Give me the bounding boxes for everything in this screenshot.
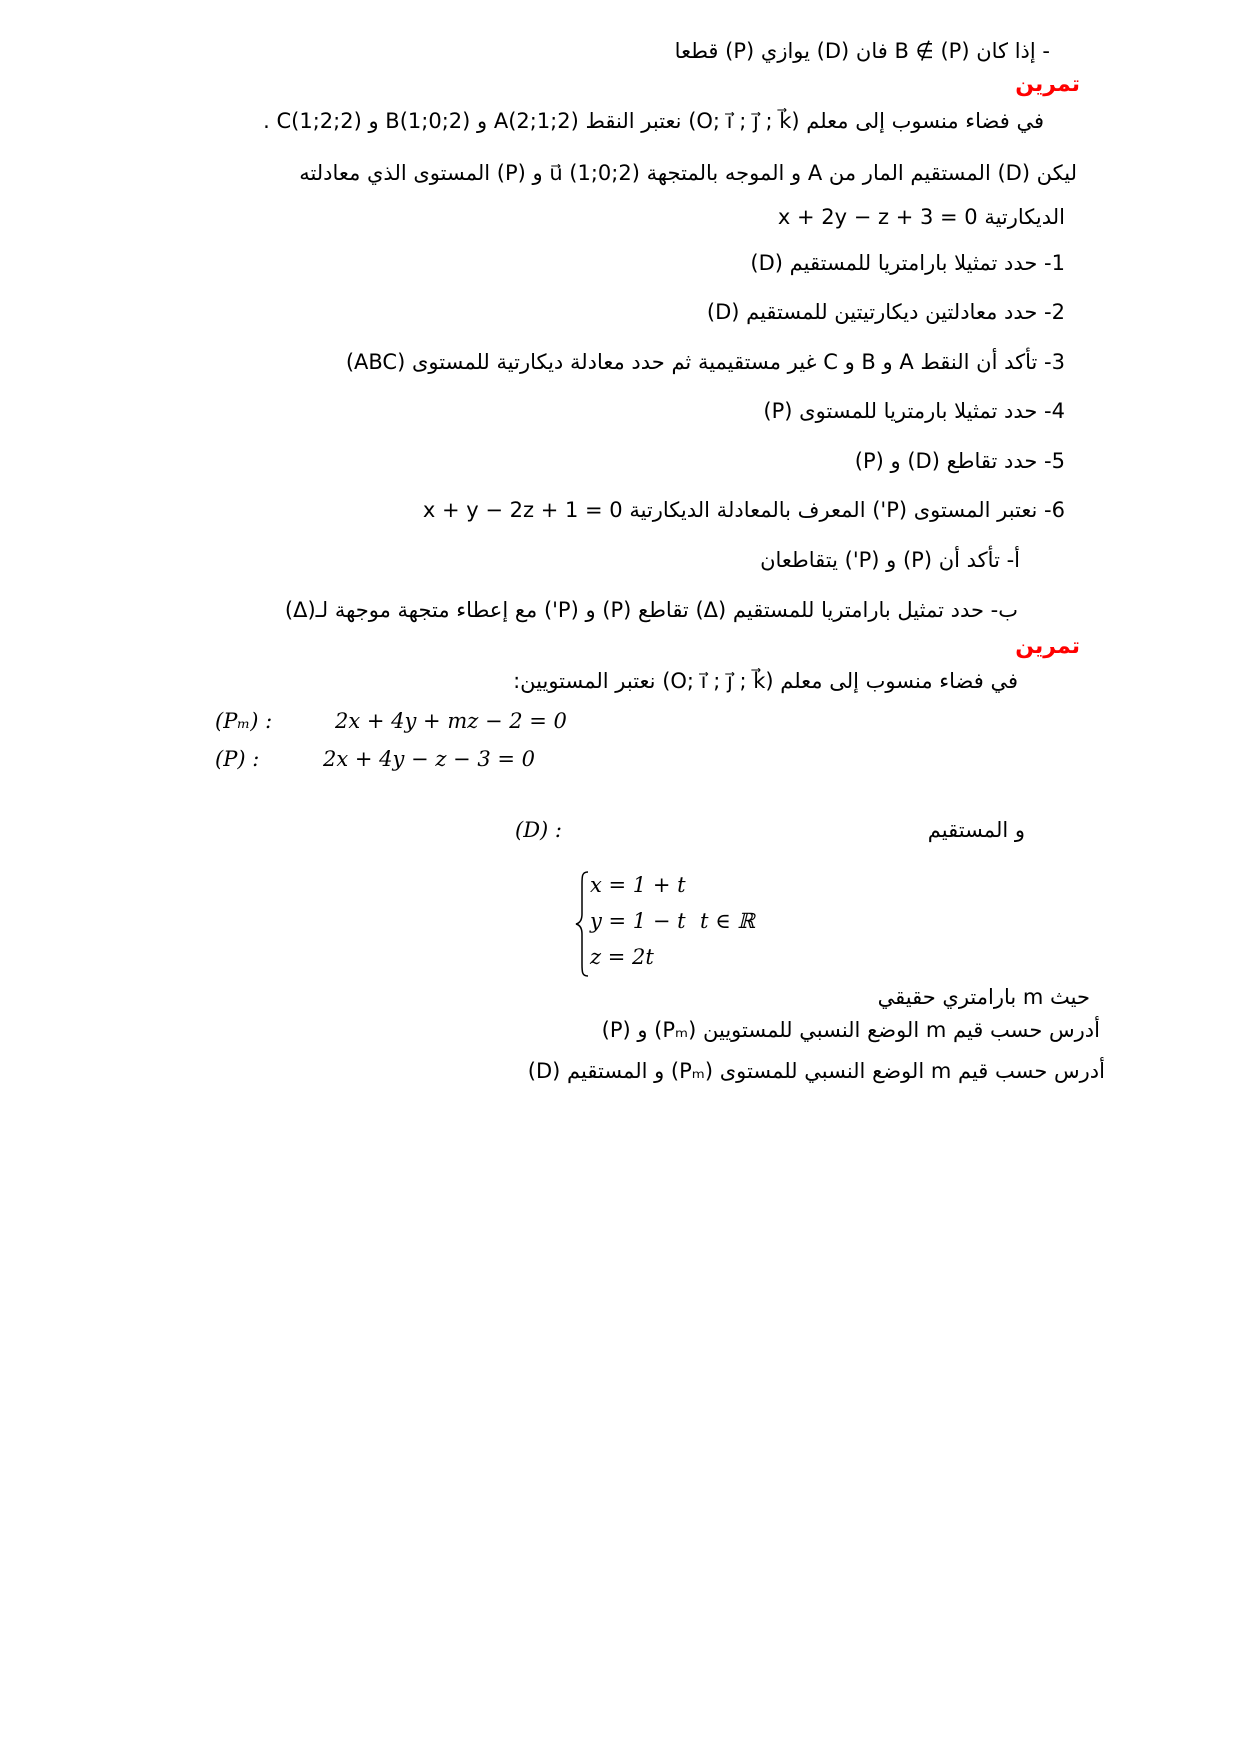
- question-2: 2- حدد معادلتين ديكارتيتين للمستقيم (D): [706, 300, 1065, 324]
- exercise-1-line-1: في فضاء منسوب إلى معلم (O; i⃗ ; j⃗ ; k⃗) نعتبر النقط A(2;1;2) و B(1;0;2) و C(1;2;2) .: [263, 109, 1044, 133]
- plane-pm-equation: 2x + 4y + mz − 2 = 0: [335, 709, 567, 733]
- question-4: 4- حدد تمثيلا بارمتريا للمستوى (P): [763, 399, 1065, 423]
- question-1: 1- حدد تمثيلا بارامتريا للمستقيم (D): [750, 251, 1065, 275]
- system-row-y: y = 1 − t: [590, 909, 686, 933]
- question-3: 3- تأكد أن النقط A و B و C غير مستقيمية ثم حدد معادلة ديكارتية للمستوى (ABC): [345, 350, 1065, 374]
- plane-pm-label: (Pₘ) :: [215, 709, 273, 733]
- plane-p-label: (P) :: [215, 747, 260, 771]
- param-domain: t ∈ ℝ: [700, 909, 755, 933]
- task-1: أدرس حسب قيم m الوضع النسبي للمستويين (Pₘ) و (P): [601, 1018, 1100, 1042]
- curly-brace-icon: [575, 870, 589, 978]
- exercise-2-line-1: في فضاء منسوب إلى معلم (O; i⃗ ; j⃗ ; k⃗) نعتبر المستويين:: [513, 669, 1018, 693]
- exercise-1-line-3: الديكارتية x + 2y − z + 3 = 0: [777, 205, 1065, 229]
- system-brace-svg: [575, 870, 589, 982]
- system-row-x: x = 1 + t: [590, 873, 686, 897]
- task-2: أدرس حسب قيم m الوضع النسبي للمستوى (Pₘ) و المستقيم (D): [527, 1059, 1105, 1083]
- question-6-b: ب- حدد تمثيل بارامتريا للمستقيم (Δ) تقاطع (P) و (P') مع إعطاء متجهة موجهة لـ(Δ): [284, 598, 1018, 622]
- intro-line: - إذا كان B ∉ (P) فان (D) يوازي (P) قطعا: [674, 39, 1050, 63]
- plane-p-equation: 2x + 4y − z − 3 = 0: [323, 747, 535, 771]
- exercise-1-line-2: ليكن (D) المستقيم المار من A و الموجه بالمتجهة u⃗ (1;0;2) و (P) المستوى الذي معادلته: [299, 161, 1077, 185]
- system-row-z: z = 2t: [590, 945, 654, 969]
- line-d-name: (D) :: [515, 818, 562, 842]
- exercise-2-title: تمرين: [1015, 634, 1080, 659]
- question-6: 6- نعتبر المستوى (P') المعرف بالمعادلة الديكارتية x + y − 2z + 1 = 0: [422, 498, 1065, 522]
- question-5: 5- حدد تقاطع (D) و (P): [854, 449, 1065, 473]
- question-6-a: أ- تأكد أن (P) و (P') يتقاطعان: [760, 548, 1020, 572]
- m-note: حيث m بارامتري حقيقي: [877, 985, 1090, 1009]
- exercise-1-title: تمرين: [1015, 72, 1080, 97]
- line-label: و المستقيم: [927, 818, 1025, 842]
